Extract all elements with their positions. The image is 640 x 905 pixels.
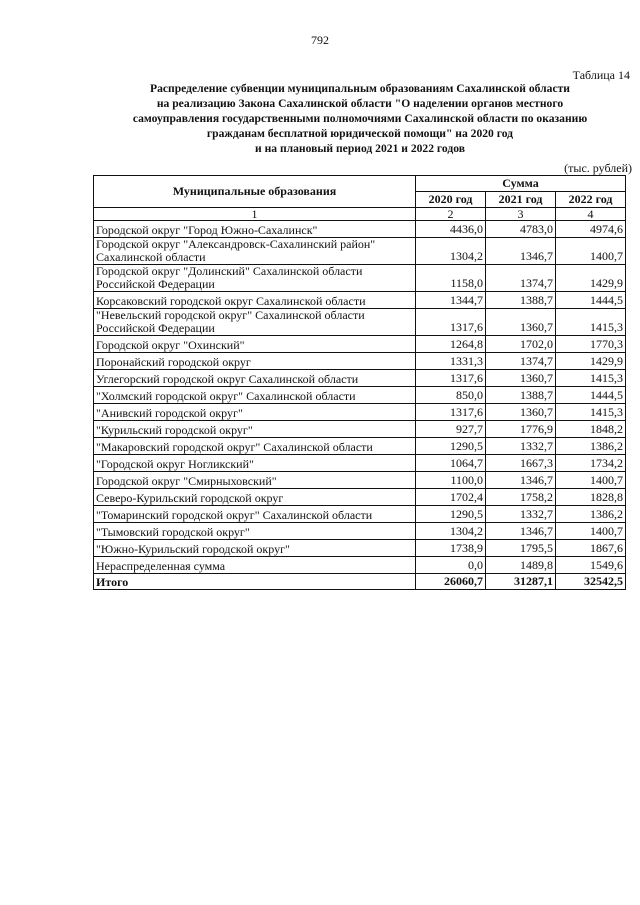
municipality-name: Городской округ "Город Южно-Сахалинск" [94,221,416,238]
header-year-2022: 2022 год [556,192,626,208]
municipality-name: "Южно-Курильский городской округ" [94,540,416,557]
value-2021: 1667,3 [486,455,556,472]
value-2022: 1415,3 [556,404,626,421]
value-2020: 4436,0 [416,221,486,238]
table-row [94,404,626,421]
table-row [94,387,626,404]
value-2021: 1346,7 [486,238,556,265]
value-2020: 927,7 [416,421,486,438]
value-2020: 1304,2 [416,523,486,540]
table-row [94,309,626,336]
municipality-name: "Томаринский городской округ" Сахалинской области [94,506,416,523]
value-2021: 4783,0 [486,221,556,238]
value-2021: 1702,0 [486,336,556,353]
value-2021: 1758,2 [486,489,556,506]
value-2021: 1346,7 [486,472,556,489]
header-year-2021: 2021 год [486,192,556,208]
title-line: и на плановый период 2021 и 2022 годов [254,142,466,155]
value-2022: 1444,5 [556,387,626,404]
table-row [94,353,626,370]
municipality-name: Городской округ "Долинский" Сахалинской области Российской Федерации [94,265,416,292]
value-2021: 1795,5 [486,540,556,557]
value-2020: 1290,5 [416,506,486,523]
index-cell: 3 [486,208,556,221]
value-2022: 1415,3 [556,370,626,387]
table-row [94,221,626,238]
document-title [100,81,620,156]
value-2022: 1400,7 [556,472,626,489]
total-row [94,574,626,590]
table-row [94,506,626,523]
value-2021: 1489,8 [486,557,556,574]
value-2020: 1264,8 [416,336,486,353]
header-year-2020: 2020 год [416,192,486,208]
table-row [94,438,626,455]
value-2021: 1360,7 [486,309,556,336]
value-2020: 1344,7 [416,292,486,309]
value-2020: 1317,6 [416,404,486,421]
index-cell: 1 [94,208,416,221]
value-2020: 1158,0 [416,265,486,292]
value-2022: 1386,2 [556,506,626,523]
value-2022: 1734,2 [556,455,626,472]
table-row [94,523,626,540]
table-label: Таблица 14 [572,68,630,82]
value-2021: 1388,7 [486,387,556,404]
municipality-name: Северо-Курильский городской округ [94,489,416,506]
municipality-name: Городской округ "Охинский" [94,336,416,353]
table-row [94,540,626,557]
value-2022: 4974,6 [556,221,626,238]
table-row [94,455,626,472]
value-2021: 1332,7 [486,506,556,523]
subvention-table [93,175,626,590]
value-2022: 1429,9 [556,265,626,292]
units-label: (тыс. рублей) [564,161,632,175]
table-row [94,292,626,309]
value-2022: 1386,2 [556,438,626,455]
value-2021: 1360,7 [486,370,556,387]
value-2020: 1317,6 [416,370,486,387]
value-2021: 1346,7 [486,523,556,540]
table-row [94,557,626,574]
value-2021: 1360,7 [486,404,556,421]
municipality-name: "Тымовский городской округ" [94,523,416,540]
table-row [94,265,626,292]
value-2022: 1400,7 [556,238,626,265]
value-2020: 850,0 [416,387,486,404]
value-2021: 1388,7 [486,292,556,309]
value-2020: 1331,3 [416,353,486,370]
table-row [94,336,626,353]
value-2020: 1702,4 [416,489,486,506]
municipality-name: "Курильский городской округ" [94,421,416,438]
value-2020: 0,0 [416,557,486,574]
value-2021: 1776,9 [486,421,556,438]
value-2021: 1374,7 [486,265,556,292]
value-2020: 1317,6 [416,309,486,336]
table-row [94,370,626,387]
title-line: самоуправления государственными полномочиями Сахалинской области по оказанию [132,112,588,125]
municipality-name: Нераспределенная сумма [94,557,416,574]
municipality-name: "Анивский городской округ" [94,404,416,421]
municipality-name: Городской округ "Смирныховский" [94,472,416,489]
value-2022: 1828,8 [556,489,626,506]
value-2022: 1770,3 [556,336,626,353]
municipality-name: "Невельский городской округ" Сахалинской области Российской Федерации [94,309,416,336]
title-line: гражданам бесплатной юридической помощи" на 2020 год [206,127,514,140]
municipality-name: "Городской округ Ногликский" [94,455,416,472]
value-2022: 1867,6 [556,540,626,557]
total-2020: 26060,7 [416,574,486,590]
value-2022: 1549,6 [556,557,626,574]
municipality-name: Корсаковский городской округ Сахалинской области [94,292,416,309]
index-cell: 4 [556,208,626,221]
header-sum: Сумма [416,176,626,192]
title-line: Распределение субвенции муниципальным образованиям Сахалинской области [149,82,570,95]
value-2021: 1332,7 [486,438,556,455]
table-row [94,421,626,438]
value-2020: 1304,2 [416,238,486,265]
value-2020: 1738,9 [416,540,486,557]
value-2022: 1415,3 [556,309,626,336]
page-number: 792 [311,33,329,47]
index-cell: 2 [416,208,486,221]
municipality-name: "Холмский городской округ" Сахалинской области [94,387,416,404]
table-row [94,238,626,265]
value-2022: 1429,9 [556,353,626,370]
value-2020: 1290,5 [416,438,486,455]
municipality-name: Поронайский городской округ [94,353,416,370]
value-2022: 1848,2 [556,421,626,438]
total-2021: 31287,1 [486,574,556,590]
value-2022: 1400,7 [556,523,626,540]
municipality-name: Углегорский городской округ Сахалинской области [94,370,416,387]
total-label: Итого [94,574,416,590]
title-line: на реализацию Закона Сахалинской области "О наделении органов местного [156,97,564,110]
value-2021: 1374,7 [486,353,556,370]
table-row [94,489,626,506]
header-municipalities: Муниципальные образования [94,176,416,208]
value-2022: 1444,5 [556,292,626,309]
total-2022: 32542,5 [556,574,626,590]
value-2020: 1100,0 [416,472,486,489]
municipality-name: Городской округ "Александровск-Сахалинский район" Сахалинской области [94,238,416,265]
table-row [94,472,626,489]
municipality-name: "Макаровский городской округ" Сахалинской области [94,438,416,455]
value-2020: 1064,7 [416,455,486,472]
